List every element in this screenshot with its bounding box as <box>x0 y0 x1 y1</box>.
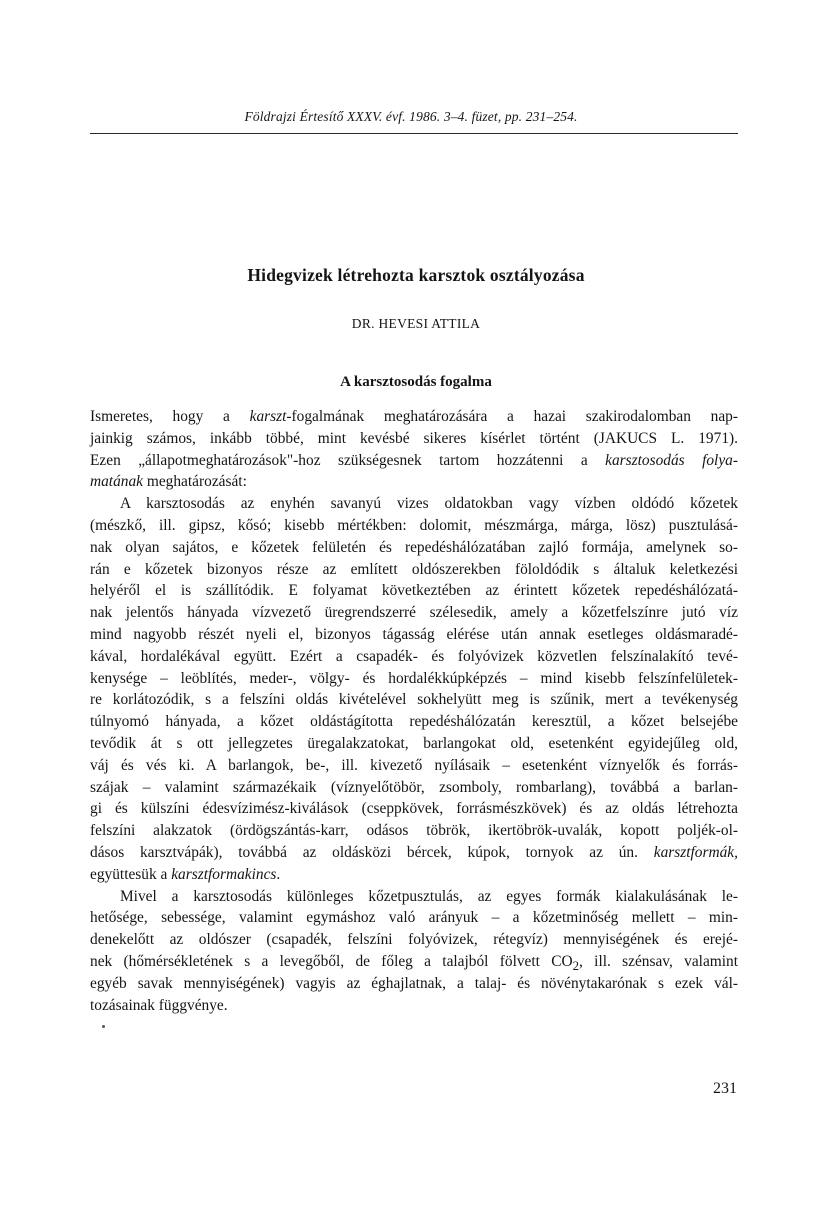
body-line: denekelőtt az oldószer (csapadék, felszíni folyóvizek, rétegvíz) mennyiségének és erejé- <box>90 931 738 949</box>
body-line: re korlátozódik, s a felszíni oldás kivételével sokhelyütt meg is szűnik, mert a tevékenység <box>90 691 738 709</box>
body-line: A karsztosodás az enyhén savanyú vizes oldatokban vagy vízben oldódó kőzetek <box>120 495 738 513</box>
stray-mark <box>102 1025 105 1028</box>
body-line: jainkig számos, inkább többé, mint kevésbé sikeres kísérlet történt (JAKUCS L. 1971). <box>90 429 738 447</box>
body-line: gi és külszíni édesvízimész-kiválások (cseppkövek, forrásmészkövek) és az oldás létrehozta <box>90 800 738 818</box>
article-author: DR. HEVESI ATTILA <box>351 316 481 331</box>
body-line: dásos karsztvápák), továbbá az oldásközi bércek, kúpok, tornyok az ún. karsztformák, <box>90 843 738 861</box>
body-line: Mivel a karsztosodás különleges kőzetpusztulás, az egyes formák kialakulásának le- <box>120 887 738 905</box>
body-line: kával, hordalékával együtt. Ezért a csapadék- és folyóvizek közvetlen felszínalakító tevé- <box>90 647 738 665</box>
body-line: tozásainak függvénye. <box>90 996 228 1014</box>
article-title: Hidegvizek létrehozta karsztok osztályozása <box>247 265 585 285</box>
body-line: Ismeretes, hogy a karszt-fogalmának meghatározására a hazai szakirodalomban nap- <box>90 408 738 425</box>
body-line: mind nagyobb részét nyeli el, bizonyos tágasság elérése után annak esetleges oldásmaradé- <box>90 625 738 643</box>
body-line: matának meghatározását: <box>90 473 247 491</box>
body-line: Ezen „állapotmeghatározások"-hoz szükségesnek tartom hozzátenni a karsztosodás folya- <box>90 451 738 469</box>
page-number: 231 <box>713 1080 737 1097</box>
body-line: helyéről el is szállítódik. E folyamat következtében az érintett kőzetek repedéshálózatá- <box>90 582 738 600</box>
body-line: túlnyomó hányada, a kőzet oldástágította repedéshálózatán keresztül, a kőzet belsejébe <box>90 713 738 731</box>
body-line: tevődik át s ott jellegzetes üregalakzatokat, barlangokat old, esetenként egyidejűleg old, <box>90 734 738 752</box>
body-line: kenysége – leöblítés, meder-, völgy- és hordalékkúpképzés – mind kisebb felszínfelületek- <box>90 669 738 687</box>
body-line: nak olyan sajátos, e kőzetek felületén és repedéshálózatában zajló formája, amelynek so- <box>90 538 738 556</box>
body-line: egyéb savak mennyiségének) vagyis az éghajlatnak, a talaj- és növénytakarónak s ezek vál- <box>90 974 738 992</box>
body-line: rán e kőzetek bizonyos része az említett oldószerekben föloldódik s általuk keletkezési <box>90 560 738 578</box>
section-heading: A karsztosodás fogalma <box>340 374 492 390</box>
body-line: felszíni alakzatok (ördögszántás-karr, odásos töbrök, ikertöbrök-uvalák, kopott poljék-ol- <box>90 822 738 840</box>
body-line: szájak – valamint származékaik (víznyelőtöbör, zsomboly, rombarlang), továbbá a barlan- <box>90 778 738 796</box>
body-line: együttesük a karsztformakincs. <box>90 865 281 883</box>
body-line: nak jelentős hányada vízvezető üregrendszerré szélesedik, amely a kőzetfelszínre jutó víz <box>90 604 738 622</box>
body-line: hetősége, sebessége, valamint egymáshoz való arányuk – a kőzetminőség mellett – min- <box>90 909 738 927</box>
body-line: váj és vés ki. A barlangok, be-, ill. kivezető nyílásaik – esetenként víznyelők és forrás- <box>90 756 738 774</box>
running-head: Földrajzi Értesítő XXXV. évf. 1986. 3–4. füzet, pp. 231–254. <box>244 109 578 124</box>
body-text <box>90 406 738 1016</box>
body-line: nek (hőmérsékletének s a levegőből, de főleg a talajból fölvett $CO_2$, ill. szénsav, valamint <box>90 952 738 973</box>
body-line: (mészkő, ill. gipsz, kősó; kisebb mértékben: dolomit, mészmárga, márga, lösz) pusztulásá- <box>90 516 738 534</box>
header-rule <box>90 133 738 134</box>
